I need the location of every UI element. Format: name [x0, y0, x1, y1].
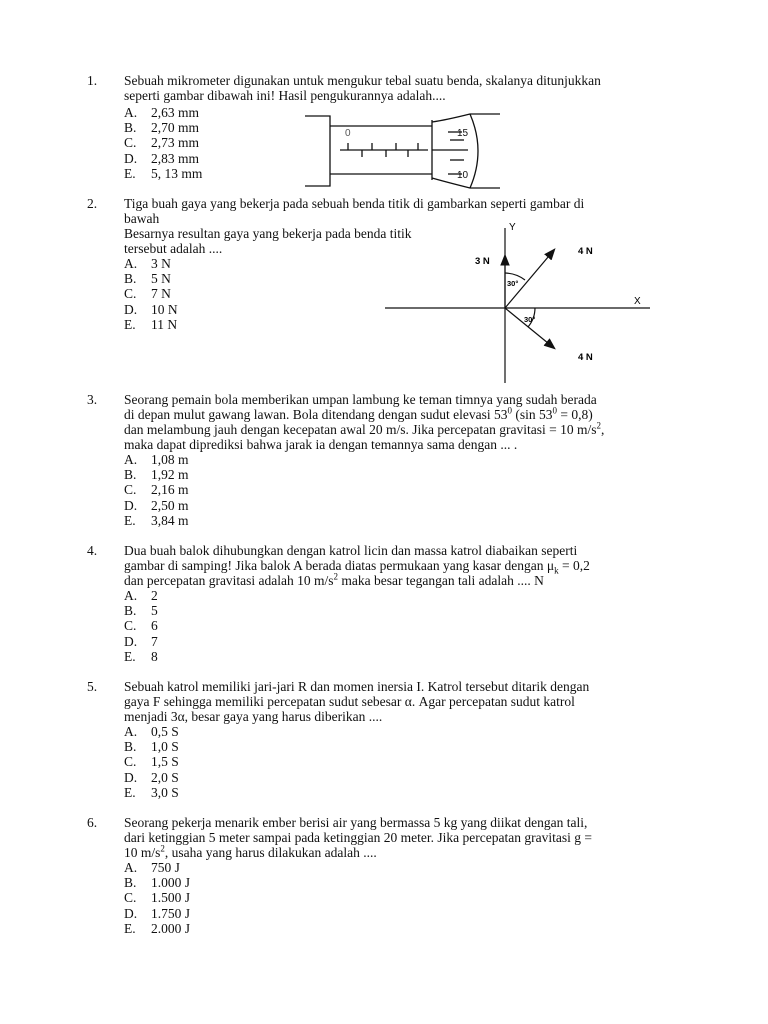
option-d[interactable]: D. 2,83 mm	[124, 150, 200, 166]
question-stem: Seorang pemain bola memberikan umpan lambung ke teman timnya yang sudah berada di depan mulut gawang lawan. Bola ditendang dengan sudut elevasi $53^0$ (sin $53^0 = 0,8$) dan melambung jauh dengan kecepatan awal 20 m/s. Jika percepatan gravitasi = 10 $m/s^2$, maka dapat diprediksi bahwa jarak ia dengan temannya sama dengan ... .	[124, 392, 605, 452]
option-b[interactable]: B. 2,70 mm	[124, 120, 200, 136]
question-stem: Dua buah balok dihubungkan dengan katrol licin dan massa katrol diabaikan seperti gambar di samping! Jika balok A berada diatas permukaan yang kasar dengan $\mu_k = 0,2$ dan percepatan gravitasi adalah 10 $m/s^2$ maka besar tegangan tali adalah .... N	[124, 543, 590, 588]
question-number: 5.	[87, 679, 98, 694]
question-number: 2.	[87, 196, 98, 211]
force-label-4n-upper: 4 N	[578, 246, 593, 257]
angle-label-lower: 30°	[524, 315, 536, 324]
option-a[interactable]: A. 0,5 S	[124, 724, 179, 739]
option-a[interactable]: A. 2,63 mm	[124, 105, 200, 120]
option-c[interactable]: C. 1,5 S	[124, 754, 179, 770]
question-number: 6.	[87, 815, 98, 830]
y-axis-label: Y	[509, 222, 516, 233]
question-stem: Seorang pekerja menarik ember berisi air yang bermassa 5 kg yang diikat dengan tali, dari ketinggian 5 meter sampai pada ketinggian 20 meter. Jika percepatan gravitasi g = 10 $m/s^2$, usaha yang harus dilakukan adalah ....	[124, 815, 592, 860]
option-b[interactable]: B. 1,92 m	[124, 467, 189, 483]
question-stem: Sebuah katrol memiliki jari-jari R dan momen inersia I. Katrol tersebut ditarik dengan gaya F sehingga memiliki percepatan sudut sebesar α. Agar percepatan sudut katrol menjadi 3α, besar gaya yang harus diberikan ....	[124, 679, 590, 724]
option-c[interactable]: C. 6	[124, 618, 158, 634]
option-d[interactable]: D. 2,0 S	[124, 769, 179, 785]
option-c[interactable]: C. 7 N	[124, 286, 171, 302]
option-a[interactable]: A. 2	[124, 588, 158, 603]
option-d[interactable]: D. 2,50 m	[124, 497, 189, 513]
thimble-label-10: 10	[457, 170, 469, 181]
option-b[interactable]: B. 1.000 J	[124, 875, 191, 891]
force-label-3n: 3 N	[475, 256, 490, 267]
option-e[interactable]: E. 3,0 S	[124, 784, 179, 800]
option-d[interactable]: D. 7	[124, 633, 158, 649]
force-label-4n-lower: 4 N	[578, 352, 593, 363]
option-d[interactable]: D. 10 N	[124, 301, 178, 317]
thimble-label-15: 15	[457, 128, 469, 139]
force-diagram	[380, 218, 670, 388]
option-list	[124, 588, 158, 664]
option-e[interactable]: E. 5, 13 mm	[124, 165, 203, 181]
option-a[interactable]: A. 750 J	[124, 860, 180, 875]
option-e[interactable]: E. 2.000 J	[124, 920, 191, 936]
question-number: 1.	[87, 73, 98, 88]
option-list	[124, 860, 190, 936]
option-e[interactable]: E. 11 N	[124, 316, 178, 332]
question-stem: Tiga buah gaya yang bekerja pada sebuah benda titik di gambarkan seperti gambar di bawah Besarnya resultan gaya yang bekerja pada benda titik tersebut adalah ....	[124, 196, 585, 256]
option-e[interactable]: E. 8	[124, 648, 158, 664]
option-a[interactable]: A. 1,08 m	[124, 452, 189, 467]
question-number: 4.	[87, 543, 98, 558]
option-c[interactable]: C. 2,73 mm	[124, 135, 200, 151]
option-b[interactable]: B. 1,0 S	[124, 739, 179, 755]
option-c[interactable]: C. 1.500 J	[124, 890, 191, 906]
option-list	[124, 105, 202, 181]
option-list	[124, 256, 178, 332]
option-list	[124, 452, 189, 528]
option-a[interactable]: A. 3 N	[124, 256, 171, 271]
option-e[interactable]: E. 3,84 m	[124, 512, 189, 528]
option-c[interactable]: C. 2,16 m	[124, 482, 189, 498]
question-stem: Sebuah mikrometer digunakan untuk mengukur tebal suatu benda, skalanya ditunjukkan seperti gambar dibawah ini! Hasil pengukurannya adalah....	[124, 73, 601, 103]
angle-label-upper: 30°	[507, 279, 519, 288]
question-number: 3.	[87, 392, 98, 407]
main-scale-zero-label: 0	[345, 128, 351, 139]
option-d[interactable]: D. 1.750 J	[124, 905, 191, 921]
option-b[interactable]: B. 5	[124, 603, 158, 619]
option-b[interactable]: B. 5 N	[124, 271, 171, 287]
option-list	[124, 724, 179, 800]
micrometer-figure	[300, 108, 510, 194]
x-axis-label: X	[634, 296, 641, 307]
